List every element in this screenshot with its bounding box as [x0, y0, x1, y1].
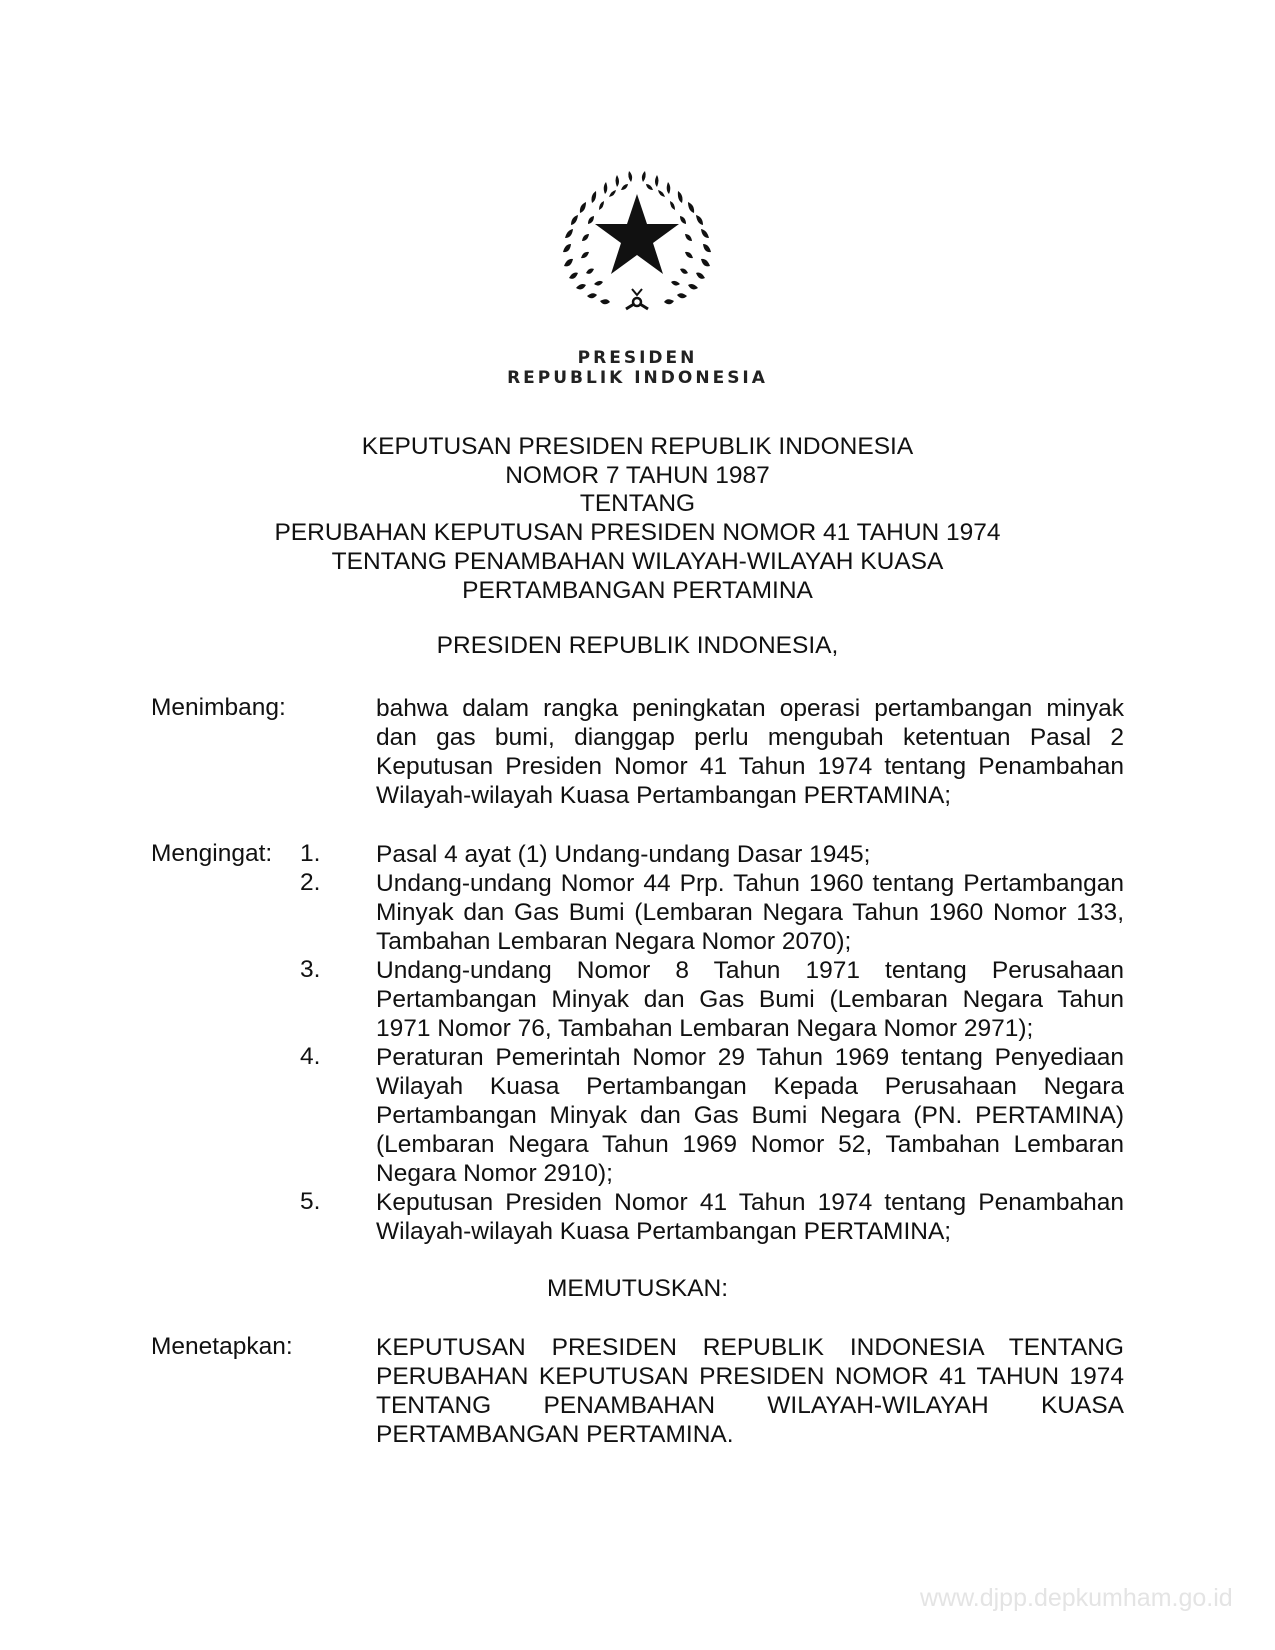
memutuskan-heading: MEMUTUSKAN:	[546, 1275, 729, 1302]
menimbang-label: Menimbang:	[151, 694, 286, 721]
issuer-heading: PRESIDEN REPUBLIK INDONESIA,	[436, 632, 839, 659]
list-number: 5.	[300, 1188, 321, 1215]
letterhead-republik-indonesia: REPUBLIK INDONESIA	[507, 368, 768, 388]
menetapkan-label: Menetapkan:	[151, 1333, 293, 1360]
title-line: KEPUTUSAN PRESIDEN REPUBLIK INDONESIA	[361, 433, 914, 460]
presidential-emblem-icon	[556, 156, 718, 318]
watermark-url: www.djpp.depkumham.go.id	[920, 1584, 1233, 1612]
list-item: Pasal 4 ayat (1) Undang-undang Dasar 1945;	[376, 841, 871, 868]
title-line: NOMOR 7 TAHUN 1987	[505, 461, 770, 489]
list-number: 4.	[300, 1043, 321, 1070]
document-title	[0, 433, 1275, 605]
letterhead-presiden: PRESIDEN	[577, 348, 698, 368]
menetapkan-text: KEPUTUSAN PRESIDEN REPUBLIK INDONESIA TENTANG PERUBAHAN KEPUTUSAN PRESIDEN NOMOR 41 TAHUN 1974 TENTANG PENAMBAHAN WILAYAH-WILAYAH KUASA PERTAMBANGAN PERTAMINA.	[376, 1334, 1124, 1448]
list-item: Keputusan Presiden Nomor 41 Tahun 1974 tentang Penambahan Wilayah-wilayah Kuasa Pertambangan PERTAMINA;	[376, 1189, 1124, 1245]
list-item: Undang-undang Nomor 8 Tahun 1971 tentang Perusahaan Pertambangan Minyak dan Gas Bumi (Lembaran Negara Tahun 1971 Nomor 76, Tambahan Lembaran Negara Nomor 2971);	[376, 957, 1124, 1042]
list-number: 3.	[300, 956, 321, 983]
title-line: TENTANG PENAMBAHAN WILAYAH-WILAYAH KUASA	[331, 547, 944, 575]
list-item: Undang-undang Nomor 44 Prp. Tahun 1960 tentang Pertambangan Minyak dan Gas Bumi (Lembaran Negara Tahun 1960 Nomor 133, Tambahan Lembaran Negara Nomor 2070);	[376, 870, 1124, 955]
title-line: PERTAMBANGAN PERTAMINA	[462, 576, 813, 604]
title-line: TENTANG	[579, 490, 696, 518]
menimbang-text: bahwa dalam rangka peningkatan operasi pertambangan minyak dan gas bumi, dianggap perlu mengubah ketentuan Pasal 2 Keputusan Presiden Nomor 41 Tahun 1974 tentang Penambahan Wilayah-wilayah Kuasa Pertambangan PERTAMINA;	[376, 695, 1124, 809]
title-line: PERUBAHAN KEPUTUSAN PRESIDEN NOMOR 41 TAHUN 1974	[274, 519, 1001, 547]
list-number: 1.	[300, 840, 321, 867]
list-number: 2.	[300, 869, 321, 896]
list-item: Peraturan Pemerintah Nomor 29 Tahun 1969 tentang Penyediaan Wilayah Kuasa Pertambangan Kepada Perusahaan Negara Pertambangan Minyak dan Gas Bumi Negara (PN. PERTAMINA) (Lembaran Negara Tahun 1969 Nomor 52, Tambahan Lembaran Negara Nomor 2910);	[376, 1044, 1124, 1187]
mengingat-label: Mengingat:	[151, 840, 273, 867]
